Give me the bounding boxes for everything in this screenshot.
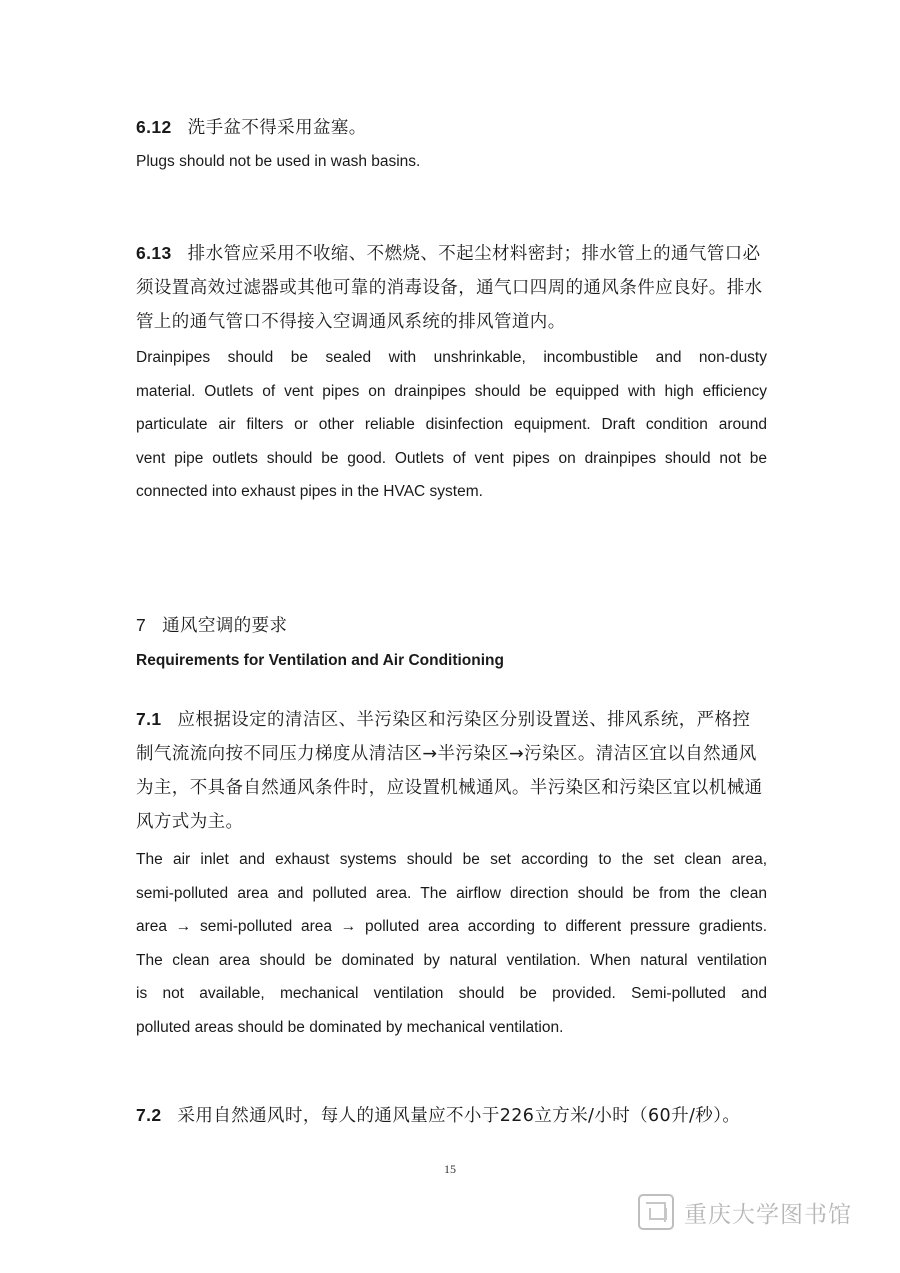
section-number: 6.13 bbox=[136, 243, 172, 263]
zh-line: 制气流流向按不同压力梯度从清洁区→半污染区→污染区。清洁区宜以自然通风 bbox=[136, 744, 757, 764]
en-line: semi-polluted area and polluted area. The airflow direction should be from the clean bbox=[136, 884, 767, 902]
zh-line: 7.1 应根据设定的清洁区、半污染区和污染区分别设置送、排风系统，严格控 bbox=[136, 709, 751, 730]
zh-line: 须设置高效过滤器或其他可靠的消毒设备，通气口四周的通风条件应良好。排水 bbox=[136, 278, 763, 298]
page-number: 15 bbox=[444, 1162, 456, 1176]
en-line: polluted areas should be dominated by mechanical ventilation. bbox=[136, 1018, 564, 1036]
chapter-number: 7 bbox=[136, 615, 147, 635]
zh-line: 6.13 排水管应采用不收缩、不燃烧、不起尘材料密封；排水管上的通气管口必 bbox=[136, 243, 761, 264]
en-line: The clean area should be dominated by natural ventilation. When natural ventilation bbox=[136, 951, 767, 969]
section-text: 采用自然通风时，每人的通风量应不小于226立方米/小时（60升/秒）。 bbox=[177, 1106, 741, 1126]
section-7-1-en bbox=[136, 843, 767, 1044]
zh-line: 管上的通气管口不得接入空调通风系统的排风管道内。 bbox=[136, 312, 566, 332]
chapter-7-heading-zh bbox=[136, 609, 767, 643]
zh-line: 为主，不具备自然通风条件时，应设置机械通风。半污染区和污染区宜以机械通 bbox=[136, 778, 763, 798]
chapter-7-heading-en: Requirements for Ventilation and Air Conditioning bbox=[136, 652, 504, 669]
en-line: material. Outlets of vent pipes on drainpipes should be equipped with high efficiency bbox=[136, 382, 767, 400]
en-line: area → semi-polluted area → polluted area according to different pressure gradients. bbox=[136, 918, 767, 935]
section-6-13-en bbox=[136, 341, 767, 509]
library-seal-icon bbox=[638, 1194, 674, 1230]
chapter-title: 通风空调的要求 bbox=[162, 616, 288, 636]
en-line: connected into exhaust pipes in the HVAC system. bbox=[136, 483, 483, 500]
section-6-12-zh bbox=[136, 111, 767, 145]
section-text: 洗手盆不得采用盆塞。 bbox=[187, 118, 367, 138]
section-7-1-zh bbox=[136, 703, 767, 839]
en-line: particulate air filters or other reliable disinfection equipment. Draft condition around bbox=[136, 416, 767, 433]
section-number: 7.2 bbox=[136, 1105, 162, 1125]
library-watermark bbox=[638, 1192, 852, 1232]
zh-line: 风方式为主。 bbox=[136, 812, 244, 832]
section-6-12-en: Plugs should not be used in wash basins. bbox=[136, 153, 421, 170]
section-7-2-zh bbox=[136, 1099, 767, 1133]
en-line: vent pipe outlets should be good. Outlets of vent pipes on drainpipes should not be bbox=[136, 449, 767, 467]
watermark-text: 重庆大学图书馆 bbox=[684, 1201, 852, 1228]
en-line: Drainpipes should be sealed with unshrinkable, incombustible and non-dusty bbox=[136, 349, 767, 366]
en-line: The air inlet and exhaust systems should be set according to the set clean area, bbox=[136, 851, 767, 868]
section-number: 6.12 bbox=[136, 117, 172, 137]
section-6-13-zh bbox=[136, 237, 767, 339]
en-line: is not available, mechanical ventilation should be provided. Semi-polluted and bbox=[136, 985, 767, 1002]
section-number: 7.1 bbox=[136, 709, 162, 729]
